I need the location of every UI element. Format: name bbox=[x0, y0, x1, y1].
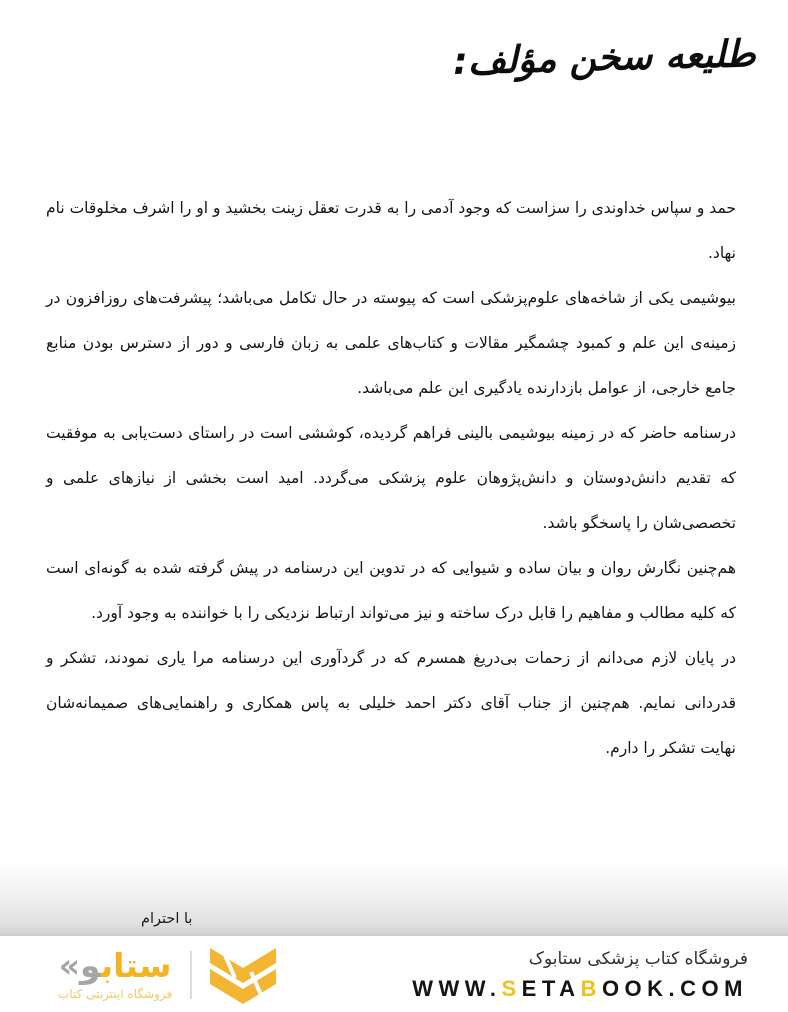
footer bbox=[0, 938, 788, 1012]
footer-store-info bbox=[412, 949, 748, 1002]
setabook-wordmark-logo bbox=[58, 946, 173, 1001]
text-line: درسنامه حاضر که در زمینه بیوشیمی بالینی فراهم گردیده، کوششی است در راستای دست‌یابی به موفقیت bbox=[46, 424, 736, 442]
paragraph bbox=[46, 186, 736, 276]
text-line: هم‌چنین نگارش روان و بیان ساده و شیوایی که در تدوین این درسنامه در پیش گرفته شده به گونه‌ای است bbox=[46, 559, 736, 577]
wordmark-gold-part: ستاب bbox=[100, 946, 172, 986]
text-line: در پایان لازم می‌دانم از زحمات بی‌دریغ همسرم که در گردآوری این درسنامه مرا یاری نمودند، تشکر و bbox=[46, 649, 736, 667]
logo-tagline: فروشگاه اینترنتی کتاب bbox=[58, 986, 173, 1001]
signature-label: با احترام bbox=[141, 911, 193, 927]
setabook-wordmark bbox=[58, 946, 172, 986]
text-line: تخصصی‌شان را پاسخگو باشد. bbox=[542, 514, 736, 532]
store-name: فروشگاه کتاب پزشکی ستابوک bbox=[528, 948, 748, 969]
url-segment: B bbox=[580, 975, 602, 1001]
setabook-emblem-icon bbox=[208, 946, 278, 1004]
text-line: جامع خارجی، از عوامل بازدارنده یادگیری این علم می‌باشد. bbox=[357, 379, 736, 397]
text-line: که کلیه مطالب و مفاهیم را قابل درک ساخته و نیز می‌تواند ارتباط نزدیکی را با خواننده به وجود آورد. bbox=[91, 604, 736, 622]
text-line: نهاد. bbox=[707, 244, 736, 262]
wordmark-gray-part: و bbox=[80, 946, 101, 986]
page-title: طلیعه سخن مؤلف: bbox=[452, 32, 757, 83]
text-line: که تقدیم دانش‌دوستان و دانش‌پژوهان علوم پزشکی می‌گردد. امید است بخشی از نیازهای علمی و bbox=[46, 469, 736, 487]
text-line: زمینه‌ی این علم و کمبود چشمگیر مقالات و کتاب‌های علمی به زبان فارسی و دور از دسترس بودن منابع bbox=[46, 334, 736, 352]
website-url bbox=[412, 976, 748, 1002]
paragraph bbox=[46, 636, 736, 771]
text-line: حمد و سپاس خداوندی را سزاست که وجود آدمی را به قدرت تعقل زینت بخشید و او را اشرف مخلوقات نام bbox=[46, 199, 736, 217]
text-line: بیوشیمی یکی از شاخه‌های علوم‌پزشکی است که پیوسته در حال تکامل می‌باشد؛ پیشرفت‌های روزافزون در bbox=[46, 289, 736, 307]
url-segment: OOK.COM bbox=[601, 975, 748, 1001]
url-segment: ETA bbox=[521, 975, 581, 1001]
text-line: قدردانی نمایم. هم‌چنین از جناب آقای دکتر احمد خلیلی به پاس همکاری و راهنمایی‌های صمیمانه‌شان bbox=[46, 694, 736, 712]
wordmark-kaf-chevron: « bbox=[58, 946, 81, 986]
preface-body bbox=[46, 186, 736, 771]
signature-band bbox=[0, 866, 788, 936]
paragraph bbox=[46, 411, 736, 546]
paragraph bbox=[46, 546, 736, 636]
url-segment: S bbox=[501, 975, 522, 1001]
footer-divider bbox=[190, 951, 192, 999]
url-segment: WWW. bbox=[412, 975, 502, 1001]
paragraph bbox=[46, 276, 736, 411]
text-line: نهایت تشکر را دارم. bbox=[605, 739, 736, 757]
